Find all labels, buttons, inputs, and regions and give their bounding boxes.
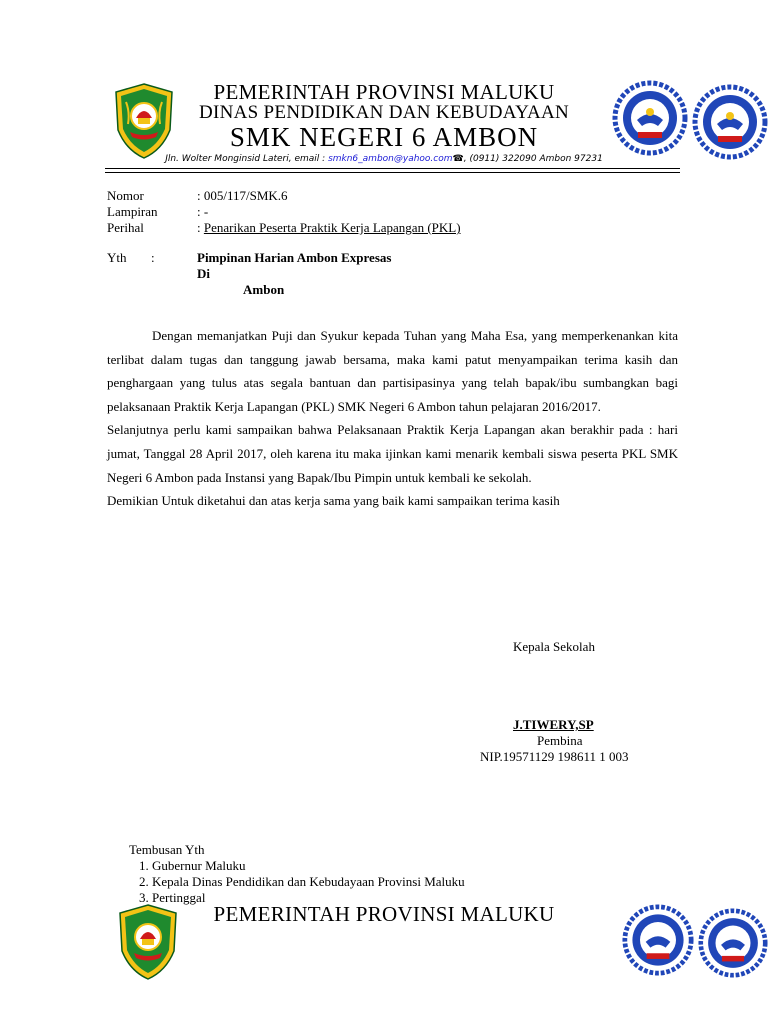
lampiran-label: Lampiran: [107, 204, 158, 219]
school-seal-2: [692, 84, 768, 160]
recipient-city: Ambon: [243, 282, 285, 297]
cc-list: [129, 858, 465, 906]
cc-heading: Tembusan Yth: [129, 842, 205, 857]
cc-section: [129, 842, 465, 906]
lampiran-value: : -: [197, 204, 209, 219]
perihal-colon: :: [197, 220, 204, 235]
school-seal-1: [612, 80, 688, 156]
header-rule-thin: [105, 172, 680, 173]
header-rule-thick: [105, 168, 680, 169]
letter-body: [107, 324, 678, 513]
signer-name: J.TIWERY,SP: [513, 717, 594, 732]
nomor-label: Nomor: [107, 188, 144, 203]
signer-position: Kepala Sekolah: [513, 639, 595, 654]
school-email-link[interactable]: smkn6_ambon@yahoo.com: [328, 154, 453, 164]
school-address: [0, 154, 768, 164]
address-prefix: Jln. Wolter Monginsid Lateri, email :: [165, 154, 329, 164]
body-paragraph-1: Dengan memanjatkan Puji dan Syukur kepada Tuhan yang Maha Esa, yang memperkenankan kita terlibat dalam tugas dan tanggung jawab bersama, maka kami patut menyampaikan terima kasih dan penghargaan yang tulus atas segala bantuan dan partisipasinya yang telah bapak/ibu sumbangkan bagi pelaksanaan Praktik Kerja Lapangan (PKL) SMK Negeri 6 Ambon tahun pelajaran 2016/2017.: [107, 328, 678, 414]
school-seal-page2-2: [698, 908, 768, 978]
body-paragraph-3: Demikian Untuk diketahui dan atas kerja sama yang baik kami sampaikan terima kasih: [107, 493, 560, 509]
list-item: 1. Gubernur Maluku: [152, 858, 465, 874]
perihal-label: Perihal: [107, 220, 144, 235]
yth-label: Yth: [107, 250, 127, 265]
header-government: PEMERINTAH PROVINSI MALUKU: [213, 80, 555, 104]
recipient-name: Pimpinan Harian Ambon Expresas: [197, 250, 392, 265]
signer-nip: NIP.19571129 198611 1 003: [480, 749, 629, 764]
nomor-value: : 005/117/SMK.6: [197, 188, 288, 203]
signer-rank: Pembina: [537, 733, 583, 748]
yth-colon: :: [151, 250, 155, 265]
header-school-name: SMK NEGERI 6 AMBON: [229, 122, 539, 152]
list-item: 3. Pertinggal: [152, 890, 465, 906]
body-paragraph-2: Selanjutnya perlu kami sampaikan bahwa Pelaksanaan Praktik Kerja Lapangan akan berakhir pada : hari jumat, Tanggal 28 April 2017, oleh karena itu maka ijinkan kami menarik kembali siswa peserta PKL SMK Negeri 6 Ambon pada Instansi yang Bapak/Ibu Pimpin untuk kembali ke sekolah.: [107, 422, 678, 485]
recipient-di: Di: [197, 266, 210, 281]
page2-header-government: PEMERINTAH PROVINSI MALUKU: [213, 902, 555, 926]
perihal-field: [197, 220, 461, 236]
phone-icon: ☎: [452, 154, 464, 164]
list-item: 2. Kepala Dinas Pendidikan dan Kebudayaan Provinsi Maluku: [152, 874, 465, 890]
school-seal-page2-1: [622, 904, 694, 976]
header-department: DINAS PENDIDIKAN DAN KEBUDAYAAN: [198, 102, 570, 123]
address-suffix: , (0911) 322090 Ambon 97231: [463, 154, 603, 164]
perihal-value: Penarikan Peserta Praktik Kerja Lapangan (PKL): [203, 220, 461, 235]
